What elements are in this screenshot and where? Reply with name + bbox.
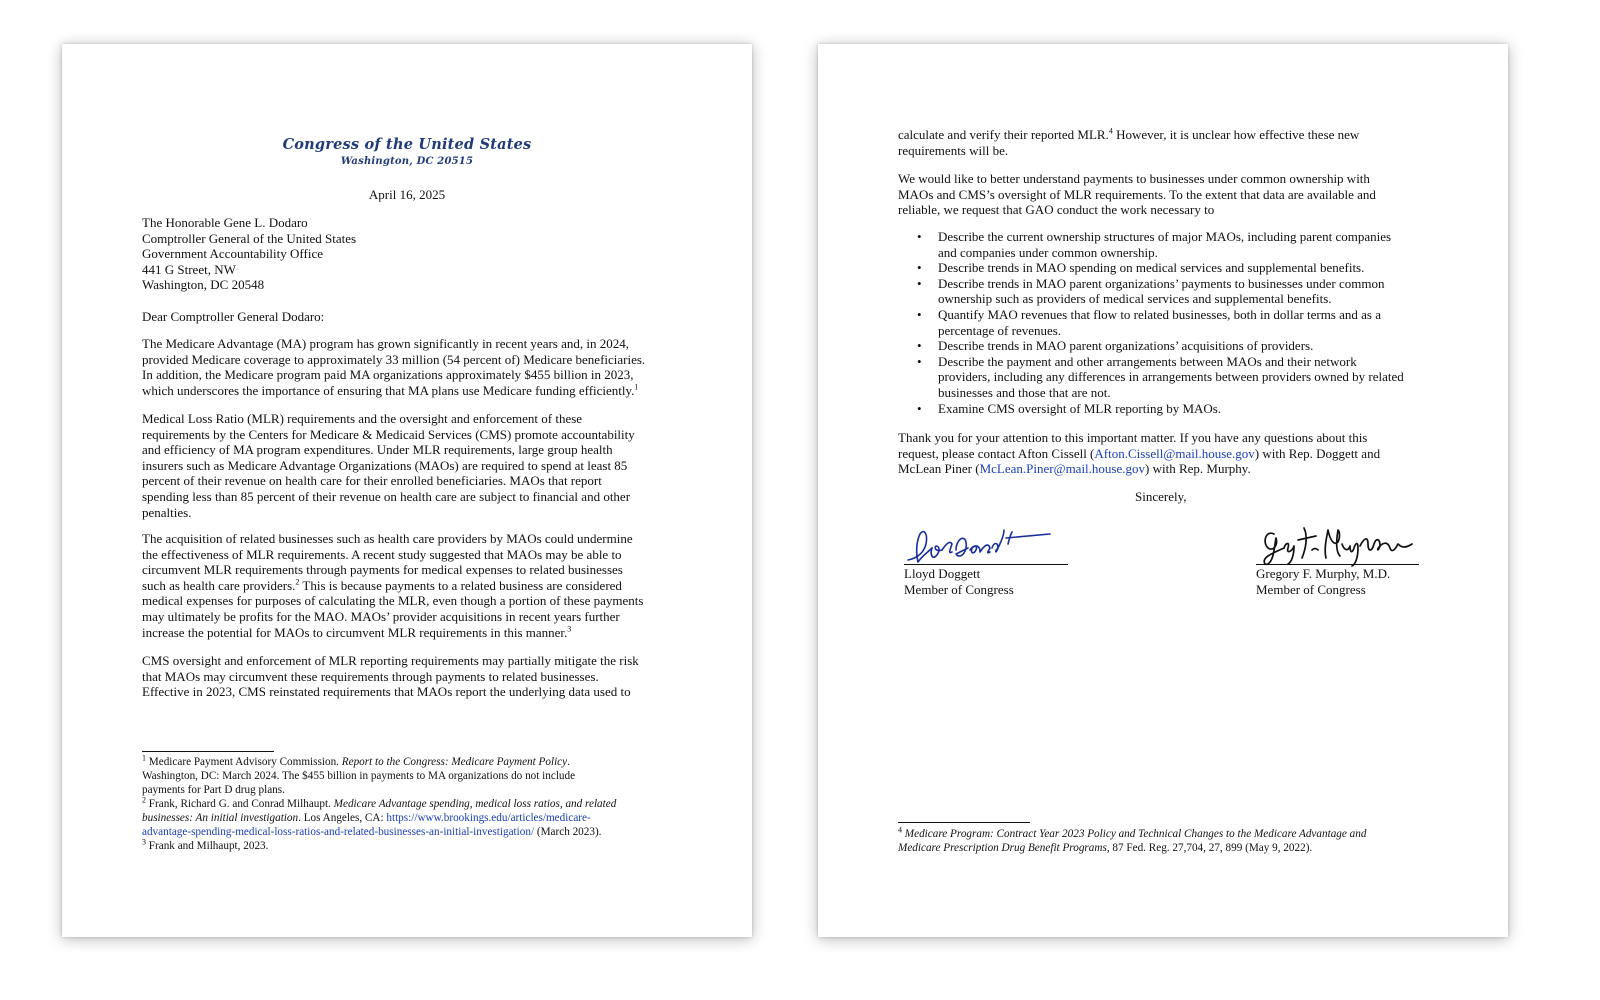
text-line: penalties. [142, 504, 192, 520]
salutation: Dear Comptroller General Dodaro: [142, 309, 325, 324]
text-line: ) with Rep. Murphy. [1145, 461, 1251, 477]
list-item-text: Quantify MAO revenues that flow to related businesses, both in dollar terms and as a [938, 306, 1381, 322]
footnote-text: , 87 Fed. Reg. 27,704, 27, 899 (May 9, 2022). [1106, 842, 1313, 854]
list-item-text: Describe trends in MAO parent organizations’ acquisitions of providers. [938, 338, 1314, 354]
footnote-title: Medicare Advantage spending, medical loss ratios, and related [333, 798, 617, 810]
signer-doggett [904, 566, 1014, 597]
footnote-3 [142, 839, 702, 853]
footnote-ref: 3 [567, 624, 572, 634]
text-line: provided Medicare coverage to approximately 33 million (54 percent of) Medicare beneficiaries. [142, 351, 646, 367]
paragraph-3 [142, 531, 687, 640]
footnote-1 [142, 755, 702, 769]
text-line: Medical Loss Ratio (MLR) requirements and the oversight and enforcement of these [142, 411, 583, 426]
footnote-text: . [567, 756, 570, 768]
list-item-text: and companies under common ownership. [938, 244, 1158, 260]
signer-murphy [1256, 566, 1390, 597]
text-line: percent of their revenue on health care for their enrolled beneficiaries. MAOs that report [142, 473, 602, 489]
request-bullet-list [898, 229, 1468, 416]
text-line: increase the potential for MAOs to circumvent MLR requirements in this manner. [142, 624, 568, 640]
sincerely: Sincerely, [1135, 489, 1187, 504]
text-line: The Medicare Advantage (MA) program has grown significantly in recent years and, in 2024, [142, 336, 629, 351]
bullet-icon: • [917, 260, 922, 276]
signer-title: Member of Congress [1256, 581, 1366, 597]
text-line: spending less than 85 percent of their revenue on health care are subject to financial and other [142, 488, 631, 504]
list-item [898, 307, 1468, 338]
footnote-4 [898, 827, 1458, 855]
text-line: McLean Piner ( [898, 461, 980, 477]
footnotes [142, 755, 702, 853]
request-paragraph [898, 171, 1458, 218]
letterhead-subtitle: Washington, DC 20515 [340, 156, 474, 167]
text-line: reliable, we request that GAO conduct the work necessary to [898, 202, 1215, 218]
list-item-text: Describe trends in MAO spending on medical services and supplemental benefits. [938, 260, 1365, 276]
email-link-cissell[interactable]: Afton.Cissell@mail.house.gov [1094, 445, 1255, 461]
footnote-2 [142, 797, 702, 811]
continued-paragraph [898, 127, 1458, 158]
text-line: ) with Rep. Doggett and [1254, 445, 1381, 461]
text-line: insurers such as Medicare Advantage Organizations (MAOs) are required to spend at least 85 [142, 457, 628, 473]
signature-line [1256, 564, 1419, 565]
paragraph-2 [142, 411, 687, 520]
text-line: We would like to better understand payments to businesses under common ownership with [898, 171, 1370, 186]
list-item [898, 354, 1468, 401]
footnote-title: Report to the Congress: Medicare Payment Policy [341, 756, 568, 768]
text-line: requirements by the Centers for Medicare & Medicaid Services (CMS) promote accountability [142, 426, 635, 442]
address-line: 441 G Street, NW [142, 261, 236, 277]
bullet-icon: • [917, 400, 922, 416]
footnote-ref: 4 [1108, 126, 1113, 136]
text-line: and efficiency of MA program expenditures. Under MLR requirements, large group health [142, 442, 613, 458]
closing-paragraph [898, 430, 1458, 477]
footnote-title: Medicare Prescription Drug Benefit Programs [898, 842, 1107, 854]
address-line: The Honorable Gene L. Dodaro [142, 215, 308, 230]
list-item-text: providers, including any differences in arrangements between providers owned by related [938, 369, 1404, 385]
list-item-text: Examine CMS oversight of MLR reporting by MAOs. [938, 400, 1222, 416]
footnote-number: 2 [142, 795, 146, 805]
text-line: CMS oversight and enforcement of MLR reporting requirements may partially mitigate the risk [142, 653, 639, 668]
text-line: request, please contact Afton Cissell ( [898, 445, 1095, 461]
list-item [898, 276, 1468, 307]
text-line: such as health care providers. [142, 577, 296, 593]
address-line: Washington, DC 20548 [142, 277, 265, 293]
footnote-link[interactable]: advantage-spending-medical-loss-ratios-and-related-businesses-an-initial-investigation/ [142, 826, 535, 838]
footnote-line: payments for Part D drug plans. [142, 784, 285, 796]
footnote-ref: 2 [295, 577, 300, 587]
bullet-icon: • [917, 229, 922, 244]
text-line: which underscores the importance of ensuring that MA plans use Medicare funding efficiently. [142, 382, 635, 398]
recipient-address [142, 215, 356, 293]
list-item-text: Describe trends in MAO parent organizations’ payments to businesses under common [938, 275, 1385, 291]
text-line: Effective in 2023, CMS reinstated requirements that MAOs report the underlying data used to [142, 684, 631, 700]
list-item-text: Describe the current ownership structures of major MAOs, including parent companies [938, 229, 1392, 244]
list-item-text: percentage of revenues. [938, 322, 1062, 338]
text-line: circumvent MLR requirements through payments for medical expenses to related businesses [142, 562, 623, 578]
text-line: that MAOs may circumvent these requirements through payments to related businesses. [142, 668, 599, 684]
bullet-icon: • [917, 306, 922, 322]
text-line: medical expenses for purposes of calculating the MLR, even though a portion of these payments [142, 593, 644, 609]
bullet-icon: • [917, 353, 922, 369]
paragraph-4 [142, 653, 687, 700]
list-item [898, 229, 1468, 260]
footnote-divider [898, 822, 1030, 823]
list-item [898, 401, 1468, 417]
letter-date: April 16, 2025 [368, 187, 446, 202]
footnote-text: Medicare Payment Advisory Commission. [146, 756, 342, 768]
address-line: Comptroller General of the United States [142, 230, 357, 246]
address-line: Government Accountability Office [142, 246, 323, 262]
footnote-number: 4 [898, 825, 902, 835]
footnote-line: Washington, DC: March 2024. The $455 billion in payments to MA organizations do not include [142, 770, 576, 782]
signature-murphy [1256, 518, 1416, 570]
signer-name: Gregory F. Murphy, M.D. [1256, 566, 1391, 581]
list-item [898, 338, 1468, 354]
paragraph-1 [142, 336, 687, 398]
text-line: MAOs and CMS’s oversight of MLR requirements. To the extent that data are available and [898, 186, 1376, 202]
signature-line [904, 564, 1068, 565]
text-line: However, it is unclear how effective these new [1112, 127, 1360, 142]
text-line: This is because payments to a related business are considered [299, 577, 622, 593]
email-link-piner[interactable]: McLean.Piner@mail.house.gov [979, 461, 1146, 477]
text-line: Thank you for your attention to this important matter. If you have any questions about this [898, 430, 1368, 445]
footnote-text: (March 2023). [534, 826, 602, 838]
signature-doggett [904, 522, 1054, 570]
text-line: requirements will be. [898, 142, 1009, 158]
footnote-ref: 1 [634, 382, 639, 392]
text-line: calculate and verify their reported MLR. [898, 127, 1109, 142]
text-line: The acquisition of related businesses such as health care providers by MAOs could undermine [142, 531, 633, 546]
list-item-text: Describe the payment and other arrangements between MAOs and their network [938, 353, 1357, 369]
list-item-text: ownership such as providers of medical services and supplemental benefits. [938, 291, 1332, 307]
text-line: may ultimately be profits for the MAO. MAOs’ provider acquisitions in recent years further [142, 608, 620, 624]
footnote-text: Frank, Richard G. and Conrad Milhaupt. [146, 798, 334, 810]
signer-title: Member of Congress [904, 581, 1014, 597]
list-item-text: businesses and those that are not. [938, 384, 1111, 400]
bullet-icon: • [917, 275, 922, 291]
footnote-text: Frank and Milhaupt, 2023. [146, 840, 269, 852]
footnote-link[interactable]: https://www.brookings.edu/articles/medicare- [386, 812, 591, 824]
bullet-icon: • [917, 338, 922, 354]
letter-page-1 [62, 44, 752, 937]
footnote-number: 3 [142, 837, 146, 847]
list-item [898, 260, 1468, 276]
footnote-divider [142, 751, 274, 752]
footnote-title: businesses: An initial investigation [142, 812, 299, 824]
letterhead-title: Congress of the United States [282, 136, 532, 153]
footnote-text: . Los Angeles, CA: [298, 812, 387, 824]
text-line: In addition, the Medicare program paid MA organizations approximately $455 billion in 2023, [142, 367, 634, 383]
footnote-title: Medicare Program: Contract Year 2023 Policy and Technical Changes to the Medicare Advantage and [902, 828, 1367, 840]
text-line: the effectiveness of MLR requirements. A recent study suggested that MAOs may be able to [142, 546, 622, 562]
letter-page-2 [818, 44, 1508, 937]
signer-name: Lloyd Doggett [904, 566, 981, 581]
footnote-number: 1 [142, 753, 146, 763]
